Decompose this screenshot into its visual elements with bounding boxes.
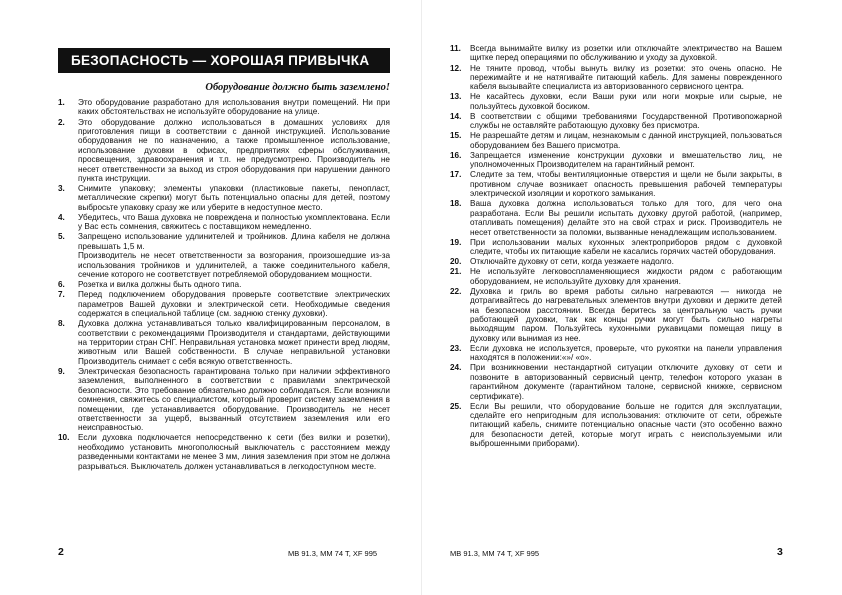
safety-item	[450, 257, 782, 266]
item-number: 21.	[450, 267, 462, 277]
item-text: Если духовка не используется, проверьте, что рукоятки на панели управления находятся в положении:«»/ «о».	[470, 343, 782, 363]
item-text: Духовка должна устанавливаться только квалифицированным персоналом, в соответствии с рекомендациями Производителя и стандартами, действующими на территории стран СНГ. Неправильная установка может принести вред людям, животным или Вашей собственности. В случае неправильной установки Производитель снимает с себя всякую ответственность.	[78, 319, 390, 366]
item-text: Не касайтесь духовки, если Ваши руки или ноги мокрые или сырые, не пользуйтесь духовкой босиком.	[470, 92, 782, 111]
item-number: 15.	[450, 131, 462, 141]
safety-item	[450, 131, 782, 150]
item-number: 18.	[450, 199, 462, 209]
item-number: 16.	[450, 150, 462, 160]
safety-item	[450, 92, 782, 111]
grounding-warning: Оборудование должно быть заземлено!	[205, 82, 390, 93]
item-number: 24.	[450, 363, 462, 373]
item-number: 2.	[58, 117, 65, 127]
item-text: При возникновении нестандартной ситуации отключите духовку от сети и позвоните в авторизованный сервисный центр, телефон которого указан в гарантийном документе (гарантийном талоне, сервисной книжке, сервисном сертификате).	[470, 363, 782, 401]
safety-item	[58, 367, 390, 433]
item-text: Если Вы решили, что оборудование больше не годится для эксплуатации, сделайте его непригодным для использования: отключите от сети, обрежьте питающий кабель, снимите потенциально опасные части (это особенно важно для безопасности детей, которые могут играть с неиспользуемыми или выброшенными приборами).	[470, 401, 782, 449]
item-number: 20.	[450, 257, 462, 267]
item-number: 22.	[450, 286, 462, 296]
safety-item	[58, 98, 390, 117]
item-text: Розетка и вилка должны быть одного типа.	[78, 280, 242, 290]
safety-list-right	[450, 44, 782, 449]
safety-item	[450, 344, 782, 363]
item-number: 3.	[58, 184, 65, 194]
item-text: Это оборудование должно использоваться в домашних условиях для приготовления пищи в соответствии с данной инструкцией. Использование оборудования не по назначению, а также промышленное использование, использование духовки в офисах, предприятиях сферы обслуживания, просвещения, здравоохранения и т.п. не предусмотрено. Производитель не несет ответственности за выход из строя оборудования при нарушении данного пункта инструкции.	[78, 117, 390, 183]
page-number-left: 2	[58, 546, 64, 558]
item-text: Если духовка подключается непосредственно к сети (без вилки и розетки), необходимо установить многополюсный выключатель с расстоянием между разведенными контактами не менее 3 мм, линия заземления при этом не должна разрываться. Выключатель должен устанавливаться в легкодоступном месте.	[78, 433, 390, 471]
item-text: При использовании малых кухонных электроприборов рядом с духовкой следите, чтобы их питающие кабели не касались горячих частей оборудования.	[470, 237, 782, 257]
item-number: 5.	[58, 232, 65, 242]
safety-item	[450, 287, 782, 343]
safety-item	[58, 290, 390, 318]
safety-item	[58, 319, 390, 366]
item-text: Не используйте легковоспламеняющиеся жидкости рядом с работающим оборудованием, не используйте духовку для хранения.	[470, 267, 782, 286]
item-text: Не разрешайте детям и лицам, незнакомым с данной инструкцией, пользоваться оборудованием без Вашего присмотра.	[470, 131, 782, 150]
safety-item	[450, 363, 782, 401]
item-text: Ваша духовка должна использоваться только для того, для чего она разработана. Если Вы решили испытать духовку другой работой, (например, отапливать помещения) делайте это на свой страх и риск. Производитель не несет ответственности за поломки, вызванные ненадлежащим использованием.	[470, 199, 782, 237]
item-number: 13.	[450, 92, 462, 102]
safety-item	[450, 170, 782, 198]
item-number: 7.	[58, 290, 65, 300]
safety-item	[58, 433, 390, 471]
item-text: Это оборудование разработано для использования внутри помещений. Ни при каких обстоятельствах не используйте оборудование на улице.	[78, 98, 390, 117]
safety-item	[450, 112, 782, 131]
safety-item	[450, 64, 782, 92]
item-number: 8.	[58, 319, 65, 329]
safety-item	[58, 118, 390, 184]
item-text: Отключайте духовку от сети, когда уезжаете надолго.	[470, 257, 674, 267]
item-number: 6.	[58, 280, 65, 290]
item-number: 17.	[450, 170, 462, 180]
safety-item	[450, 402, 782, 449]
safety-item	[450, 44, 782, 63]
item-text: Не тяните провод, чтобы вынуть вилку из розетки: это очень опасно. Не пережимайте и не натягивайте питающий кабель. Для замены поврежденного кабеля вызывайте специалиста из авторизованного сервисного центра.	[470, 63, 782, 92]
safety-item	[58, 184, 390, 212]
item-text: Электрическая безопасность гарантирована только при наличии эффективного заземления, выполненного в соответствии с правилами электрической безопасности. Это требование обязательно должно соблюдаться. Если возникли сомнения, свяжитесь со специалистом, который проверит систему заземления в помещении, где устанавливается оборудование. Производитель не несет ответственности за ущерб, вызванный отсутствием заземления или его неисправностью.	[78, 366, 390, 433]
item-number: 12.	[450, 63, 462, 73]
page-number-right: 3	[777, 546, 783, 558]
safety-list-left	[58, 98, 390, 472]
safety-item	[450, 238, 782, 257]
item-number: 25.	[450, 401, 462, 411]
safety-item	[58, 280, 390, 289]
item-number: 19.	[450, 237, 462, 247]
item-number: 10.	[58, 433, 70, 443]
item-number: 1.	[58, 98, 65, 107]
item-number: 4.	[58, 212, 65, 222]
item-text: Перед подключением оборудования проверьте соответствие электрических параметров Вашей духовки и электрической сети. Необходимые сведения содержатся в специальной таблице (см. заднюю стенку духовки).	[78, 290, 390, 319]
item-text: Духовка и гриль во время работы сильно нагреваются — никогда не дотрагивайтесь до нагревательных элементов внутри духовки и держите детей на безопасном расстоянии. Всегда беритесь за центральную часть ручки работающей духовки, так как концы ручки могут быть сильно нагреты выходящим паром. Пользуйтесь кухонными рукавицами помещая пищу в духовку или вынимая из нее.	[470, 286, 782, 343]
item-number: 23.	[450, 343, 462, 353]
item-text: Всегда вынимайте вилку из розетки или отключайте электричество на Вашем щитке перед операциями по обслуживанию и уходу за духовкой.	[470, 44, 782, 63]
item-text: Снимите упаковку; элементы упаковки (пластиковые пакеты, пенопласт, металлические скрепки) могут быть потенциально опасны для детей, поэтому выбросьте упаковку сразу же или уберите в недоступное место.	[78, 184, 390, 212]
safety-item	[450, 199, 782, 237]
safety-item	[58, 232, 390, 279]
item-number: 9.	[58, 366, 65, 376]
item-number: 14.	[450, 111, 462, 121]
model-footer-right: MB 91.3, MM 74 T, XF 995	[450, 549, 540, 558]
item-text: Следите за тем, чтобы вентиляционные отверстия и щели не были закрыты, в противном случае возникает опасность превышения рабочей температуры электрической изоляции и короткого замыкания.	[470, 170, 782, 199]
page-divider	[421, 0, 422, 595]
safety-item	[58, 213, 390, 232]
item-text: Запрещено использование удлинителей и тройников. Длина кабеля не должна превышать 1,5 м.	[78, 232, 390, 251]
item-number: 11.	[450, 44, 461, 53]
item-text: Убедитесь, что Ваша духовка не повреждена и полностью укомплектована. Если у Вас есть сомнения, свяжитесь с поставщиком немедленно.	[78, 212, 390, 232]
item-text: Производитель не несет ответственности за возгорания, произошедшие из-за использования тройников и удлинителей, а также соединительного кабеля, сечение которого не соответствует потребляемой оборудованием мощности.	[78, 251, 390, 280]
safety-item	[450, 267, 782, 286]
model-footer-left: MB 91.3, MM 74 T, XF 995	[288, 549, 378, 558]
section-title: БЕЗОПАСНОСТЬ — ХОРОШАЯ ПРИВЫЧКА	[58, 48, 390, 73]
item-text: Запрещается изменение конструкции духовки и вмешательство лиц, не уполномоченных Производителем на гарантийный ремонт.	[470, 150, 782, 170]
item-text: В соответствии с общими требованиями Государственной Противопожарной службы не оставляйте работающую духовку без присмотра.	[470, 111, 782, 131]
safety-item	[450, 151, 782, 170]
